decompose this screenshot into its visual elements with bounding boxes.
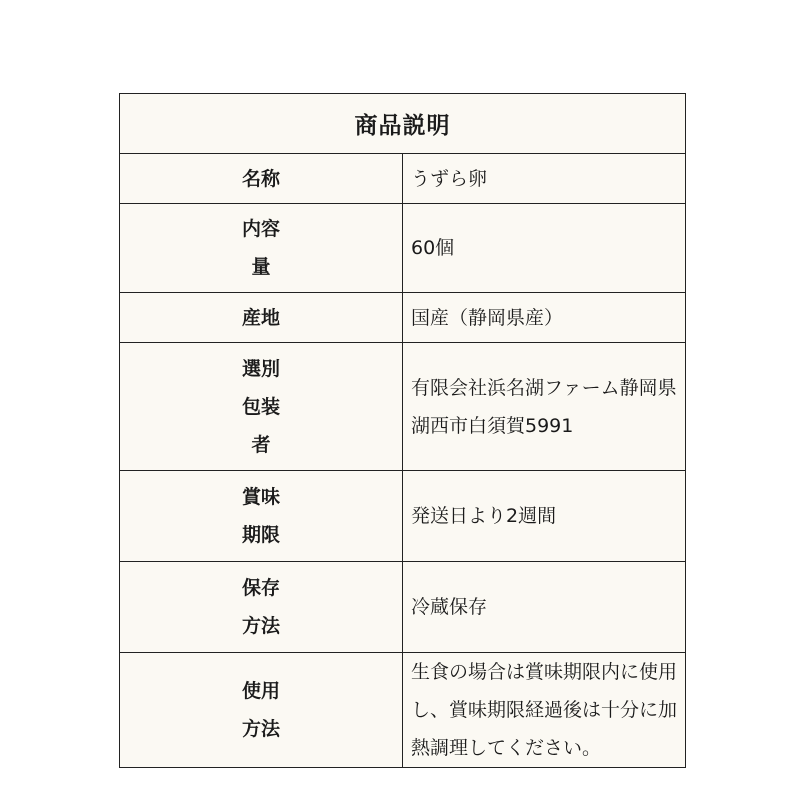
table-row <box>120 471 686 562</box>
table-title: 商品説明 <box>120 94 686 154</box>
row-label-cell <box>120 562 403 653</box>
row-label-cell <box>120 471 403 562</box>
row-label-cell <box>120 343 403 471</box>
row-value: 冷蔵保存 <box>403 562 686 653</box>
row-value: 有限会社浜名湖ファーム静岡県湖西市白須賀5991 <box>403 343 686 471</box>
row-label: 選別包装者 <box>241 357 280 456</box>
row-label-cell <box>120 293 403 343</box>
row-label: 使用方法 <box>241 680 280 740</box>
table-row <box>120 154 686 204</box>
row-label-cell <box>120 653 403 768</box>
row-value: 発送日より2週間 <box>403 471 686 562</box>
row-label: 保存方法 <box>241 577 280 637</box>
row-label-cell <box>120 204 403 293</box>
table-row <box>120 653 686 768</box>
row-label: 賞味期限 <box>241 486 280 546</box>
row-label: 名称 <box>241 167 280 190</box>
table-row <box>120 204 686 293</box>
table-row <box>120 562 686 653</box>
row-value: 60個 <box>403 204 686 293</box>
row-label: 産地 <box>241 306 280 329</box>
row-label: 内容量 <box>241 218 280 278</box>
row-value: 国産（静岡県産） <box>403 293 686 343</box>
table-row <box>120 293 686 343</box>
row-value: うずら卵 <box>403 154 686 204</box>
table-row <box>120 343 686 471</box>
row-label-cell <box>120 154 403 204</box>
table-title-row <box>120 94 686 154</box>
row-value: 生食の場合は賞味期限内に使用し、賞味期限経過後は十分に加熱調理してください。 <box>403 653 686 768</box>
product-description-table <box>119 93 686 768</box>
